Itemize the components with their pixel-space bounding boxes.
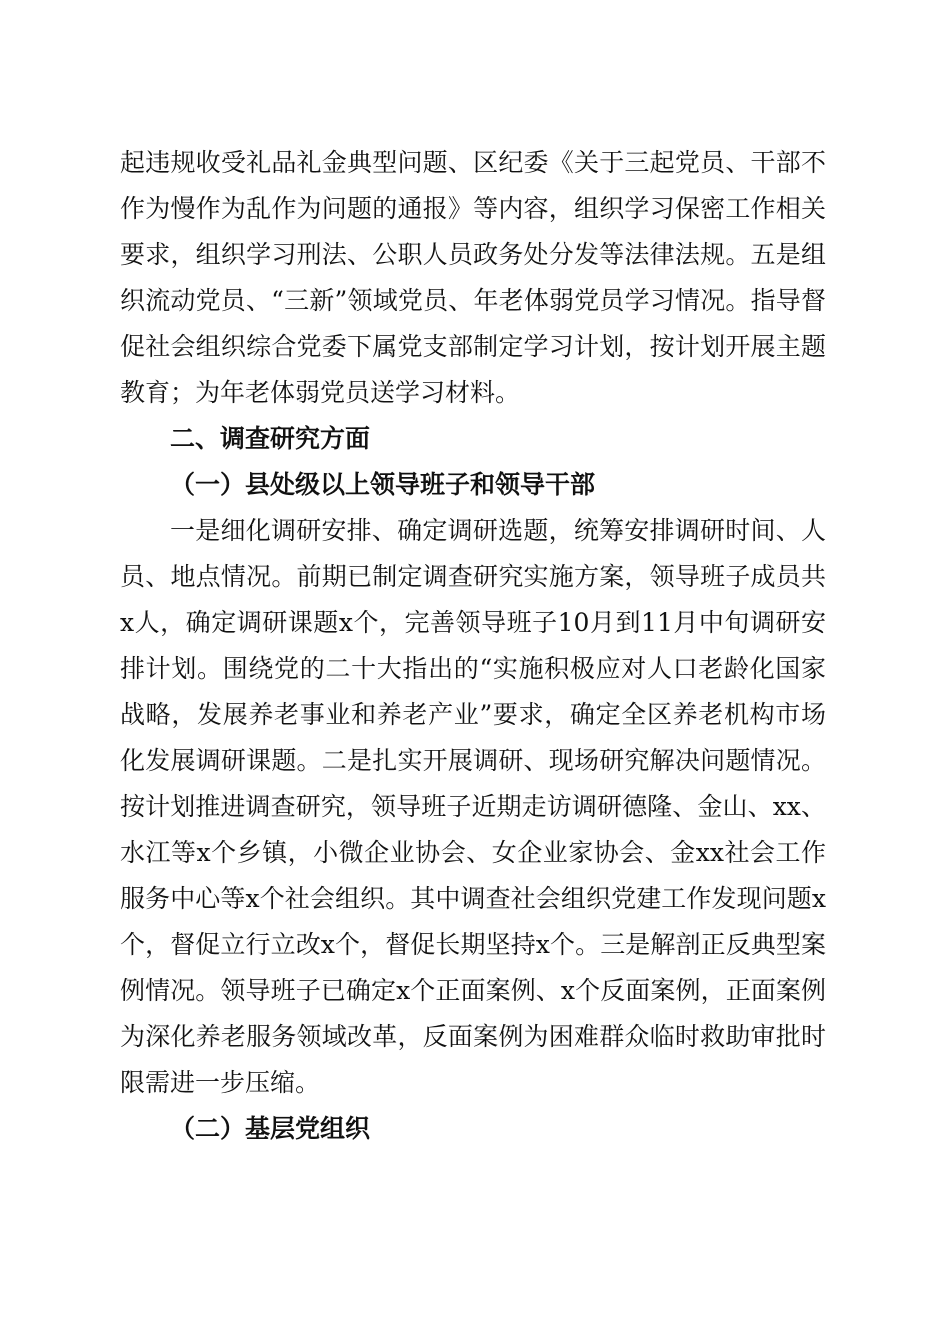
section-heading-investigation: 二、调查研究方面 <box>170 424 371 453</box>
document-body <box>120 140 826 1152</box>
subsection-heading-leadership: （一）县处级以上领导班子和领导干部 <box>170 470 596 499</box>
paragraph-continuation: 起违规收受礼品礼金典型问题、区纪委《关于三起党员、干部不作为慢作为乱作为问题的通报》等内容，组织学习保密工作相关要求，组织学习刑法、公职人员政务处分发等法律法规。五是组织流动党员、“三新”领域党员、年老体弱党员学习情况。指导督促社会组织综合党委下属党支部制定学习计划，按计划开展主题教育；为年老体弱党员送学习材料。 <box>120 148 826 407</box>
subsection-heading-grassroots: （二）基层党组织 <box>170 1114 371 1143</box>
paragraph-leadership-research: 一是细化调研安排、确定调研选题，统筹安排调研时间、人员、地点情况。前期已制定调查研究实施方案，领导班子成员共x人，确定调研课题x个，完善领导班子10月到11月中旬调研安排计划。围绕党的二十大指出的“实施积极应对人口老龄化国家战略，发展养老事业和养老产业”要求，确定全区养老机构市场化发展调研课题。二是扎实开展调研、现场研究解决问题情况。按计划推进调查研究，领导班子近期走访调研德隆、金山、xx、水江等x个乡镇，小微企业协会、女企业家协会、金xx社会工作服务中心等x个社会组织。其中调查社会组织党建工作发现问题x个，督促立行立改x个，督促长期坚持x个。三是解剖正反典型案例情况。领导班子已确定x个正面案例、x个反面案例，正面案例为深化养老服务领域改革，反面案例为困难群众临时救助审批时限需进一步压缩。 <box>120 516 826 1097</box>
